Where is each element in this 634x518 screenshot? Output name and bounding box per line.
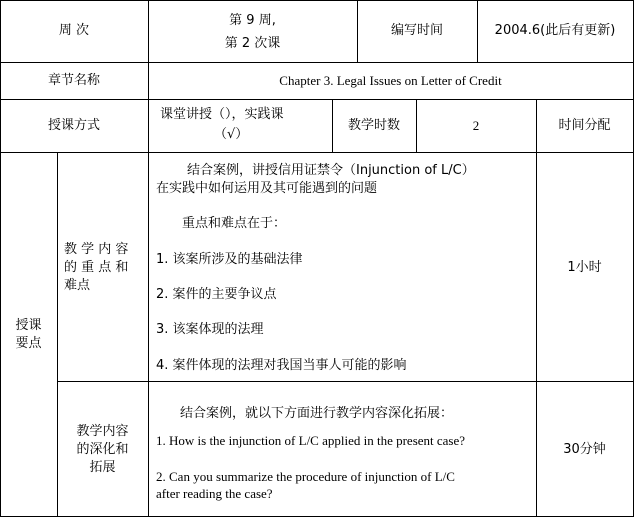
key-points-label-line1: 教 学 内 容 (64, 242, 129, 257)
compile-time-value: 2004.6(此后有更新) (494, 23, 616, 38)
list-item: 3. 该案体现的法理 (156, 322, 264, 337)
row-divider (0, 152, 634, 153)
key-points-time: 1小时 (567, 260, 602, 275)
list-item: 4. 案件体现的法理对我国当事人可能的影响 (156, 358, 407, 373)
lesson-number: 第 2 次课 (224, 36, 281, 51)
time-allocation-label: 时间分配 (558, 118, 611, 133)
teaching-hours-value: 2 (472, 118, 480, 133)
question-2-continued: after reading the case? (156, 486, 273, 501)
teaching-mode-value: 课堂讲授（），实践课 (160, 107, 284, 122)
deepening-label-line3: 拓展 (89, 460, 116, 475)
deepening-intro: 结合案例，就以下方面进行教学内容深化拓展： (180, 406, 454, 421)
deepening-label-line2: 的深化和 (76, 442, 129, 457)
question-2: 2. Can you summarize the procedure of injunction of L/C (156, 469, 455, 484)
teaching-mode-label: 授课方式 (47, 118, 100, 133)
teaching-points-label-line1: 授课 (15, 318, 42, 333)
deepening-time: 30分钟 (563, 442, 606, 457)
key-points-label-line2: 的 重 点 和 (64, 260, 129, 275)
row-divider (0, 62, 634, 63)
week-number: 第 9 周, (229, 13, 276, 28)
teaching-hours-label: 教学时数 (347, 118, 400, 133)
key-points-intro-continued: 在实践中如何运用及其可能遇到的问题 (156, 181, 378, 196)
list-item: 1. 该案所涉及的基础法律 (156, 252, 303, 267)
focus-heading: 重点和难点在于： (182, 216, 287, 231)
table-border-top (0, 0, 634, 1)
list-item: 2. 案件的主要争议点 (156, 287, 277, 302)
chapter-label: 章节名称 (47, 73, 100, 88)
key-points-label-line3: 难点 (64, 278, 91, 293)
week-label: 周 次 (58, 23, 90, 38)
table-border-bottom (0, 516, 634, 517)
deepening-label-line1: 教学内容 (76, 424, 129, 439)
teaching-mode-check: （√） (214, 127, 249, 142)
teaching-points-label-line2: 要点 (15, 336, 42, 351)
row-divider (0, 99, 634, 100)
compile-time-label: 编写时间 (390, 23, 443, 38)
key-points-intro: 结合案例，讲授信用证禁令（Injunction of L/C） (187, 163, 475, 178)
chapter-title: Chapter 3. Legal Issues on Letter of Credit (279, 73, 502, 88)
question-1: 1. How is the injunction of L/C applied in the present case? (156, 433, 466, 448)
row-divider (57, 381, 634, 382)
